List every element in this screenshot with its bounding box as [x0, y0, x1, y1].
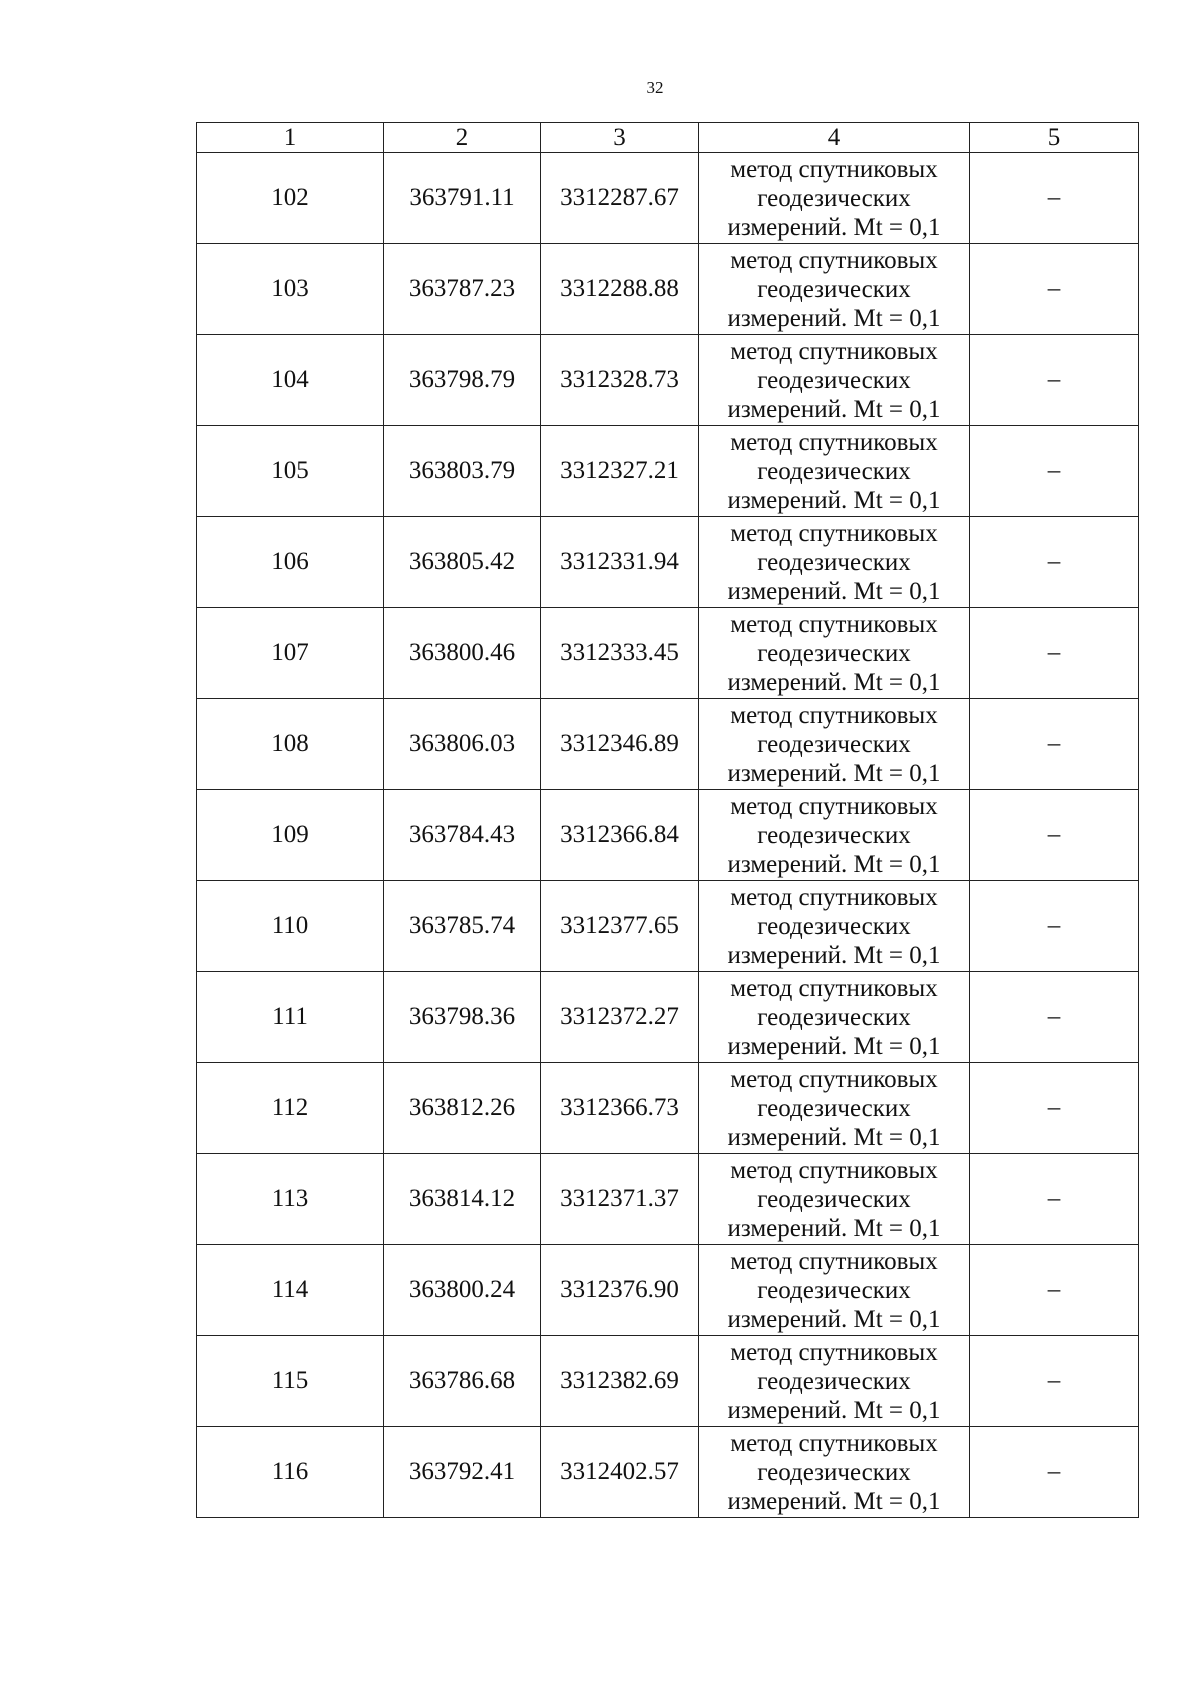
table-row [197, 972, 1139, 1063]
method-line: измерений. Mt = 0,1 [727, 304, 941, 332]
point-number-cell: 102 [197, 153, 384, 244]
table-row [197, 1154, 1139, 1245]
method-cell [699, 517, 970, 608]
x-coordinate-cell: 363800.46 [384, 608, 541, 699]
method-cell [699, 972, 970, 1063]
x-coordinate-cell: 363786.68 [384, 1336, 541, 1427]
table-row [197, 517, 1139, 608]
method-line: геодезических [757, 1185, 911, 1213]
method-cell [699, 153, 970, 244]
method-line: геодезических [757, 1094, 911, 1122]
method-line: геодезических [757, 912, 911, 940]
method-line: измерений. Mt = 0,1 [727, 759, 941, 787]
method-line: геодезических [757, 275, 911, 303]
method-cell [699, 1427, 970, 1518]
method-line: метод спутниковых [730, 1247, 938, 1275]
y-coordinate-cell: 3312366.84 [541, 790, 699, 881]
method-cell [699, 1245, 970, 1336]
method-line: метод спутниковых [730, 519, 938, 547]
method-line: геодезических [757, 1276, 911, 1304]
method-line: метод спутниковых [730, 1065, 938, 1093]
x-coordinate-cell: 363814.12 [384, 1154, 541, 1245]
point-number-cell: 109 [197, 790, 384, 881]
table-body [197, 153, 1139, 1518]
point-number-cell: 111 [197, 972, 384, 1063]
y-coordinate-cell: 3312371.37 [541, 1154, 699, 1245]
table-row [197, 244, 1139, 335]
note-cell: – [970, 881, 1139, 972]
method-cell [699, 790, 970, 881]
method-line: метод спутниковых [730, 246, 938, 274]
point-number-cell: 113 [197, 1154, 384, 1245]
table-row [197, 790, 1139, 881]
method-line: измерений. Mt = 0,1 [727, 1032, 941, 1060]
point-number-cell: 106 [197, 517, 384, 608]
point-number-cell: 115 [197, 1336, 384, 1427]
method-line: метод спутниковых [730, 792, 938, 820]
table-row [197, 1063, 1139, 1154]
x-coordinate-cell: 363806.03 [384, 699, 541, 790]
table-row [197, 426, 1139, 517]
x-coordinate-cell: 363800.24 [384, 1245, 541, 1336]
method-line: измерений. Mt = 0,1 [727, 213, 941, 241]
table-row [197, 1245, 1139, 1336]
page-number: 32 [646, 78, 664, 97]
note-cell: – [970, 1245, 1139, 1336]
note-cell: – [970, 699, 1139, 790]
point-number-cell: 116 [197, 1427, 384, 1518]
x-coordinate-cell: 363805.42 [384, 517, 541, 608]
y-coordinate-cell: 3312327.21 [541, 426, 699, 517]
point-number-cell: 104 [197, 335, 384, 426]
method-line: измерений. Mt = 0,1 [727, 1123, 941, 1151]
method-line: метод спутниковых [730, 1156, 938, 1184]
x-coordinate-cell: 363791.11 [384, 153, 541, 244]
method-cell [699, 1063, 970, 1154]
note-cell: – [970, 1063, 1139, 1154]
method-line: измерений. Mt = 0,1 [727, 850, 941, 878]
y-coordinate-cell: 3312328.73 [541, 335, 699, 426]
method-line: метод спутниковых [730, 428, 938, 456]
x-coordinate-cell: 363785.74 [384, 881, 541, 972]
y-coordinate-cell: 3312287.67 [541, 153, 699, 244]
method-line: метод спутниковых [730, 1338, 938, 1366]
table-row [197, 153, 1139, 244]
method-line: измерений. Mt = 0,1 [727, 1396, 941, 1424]
table-row [197, 1336, 1139, 1427]
y-coordinate-cell: 3312346.89 [541, 699, 699, 790]
method-line: метод спутниковых [730, 155, 938, 183]
method-line: геодезических [757, 1367, 911, 1395]
method-cell [699, 426, 970, 517]
x-coordinate-cell: 363798.79 [384, 335, 541, 426]
method-line: измерений. Mt = 0,1 [727, 1487, 941, 1515]
method-line: метод спутниковых [730, 701, 938, 729]
column-header-5: 5 [970, 123, 1139, 153]
point-number-cell: 112 [197, 1063, 384, 1154]
x-coordinate-cell: 363784.43 [384, 790, 541, 881]
method-cell [699, 1154, 970, 1245]
note-cell: – [970, 1336, 1139, 1427]
table-row [197, 881, 1139, 972]
method-line: измерений. Mt = 0,1 [727, 668, 941, 696]
point-number-cell: 110 [197, 881, 384, 972]
note-cell: – [970, 153, 1139, 244]
method-cell [699, 244, 970, 335]
method-cell [699, 608, 970, 699]
method-line: метод спутниковых [730, 610, 938, 638]
table-header-row [197, 123, 1139, 153]
method-line: измерений. Mt = 0,1 [727, 1305, 941, 1333]
method-line: метод спутниковых [730, 337, 938, 365]
note-cell: – [970, 517, 1139, 608]
x-coordinate-cell: 363792.41 [384, 1427, 541, 1518]
note-cell: – [970, 1427, 1139, 1518]
point-number-cell: 107 [197, 608, 384, 699]
y-coordinate-cell: 3312377.65 [541, 881, 699, 972]
method-line: измерений. Mt = 0,1 [727, 941, 941, 969]
note-cell: – [970, 790, 1139, 881]
y-coordinate-cell: 3312372.27 [541, 972, 699, 1063]
method-line: метод спутниковых [730, 1429, 938, 1457]
table-row [197, 335, 1139, 426]
method-line: геодезических [757, 1458, 911, 1486]
method-line: геодезических [757, 639, 911, 667]
x-coordinate-cell: 363787.23 [384, 244, 541, 335]
method-line: геодезических [757, 457, 911, 485]
y-coordinate-cell: 3312376.90 [541, 1245, 699, 1336]
method-line: измерений. Mt = 0,1 [727, 395, 941, 423]
note-cell: – [970, 972, 1139, 1063]
column-header-2: 2 [384, 123, 541, 153]
x-coordinate-cell: 363812.26 [384, 1063, 541, 1154]
table-row [197, 699, 1139, 790]
x-coordinate-cell: 363803.79 [384, 426, 541, 517]
y-coordinate-cell: 3312333.45 [541, 608, 699, 699]
method-line: измерений. Mt = 0,1 [727, 1214, 941, 1242]
point-number-cell: 105 [197, 426, 384, 517]
column-header-3: 3 [541, 123, 699, 153]
method-line: геодезических [757, 548, 911, 576]
table-row [197, 608, 1139, 699]
note-cell: – [970, 608, 1139, 699]
method-line: геодезических [757, 184, 911, 212]
y-coordinate-cell: 3312402.57 [541, 1427, 699, 1518]
method-cell [699, 699, 970, 790]
point-number-cell: 108 [197, 699, 384, 790]
y-coordinate-cell: 3312288.88 [541, 244, 699, 335]
method-line: метод спутниковых [730, 974, 938, 1002]
method-cell [699, 335, 970, 426]
y-coordinate-cell: 3312366.73 [541, 1063, 699, 1154]
x-coordinate-cell: 363798.36 [384, 972, 541, 1063]
method-line: геодезических [757, 730, 911, 758]
method-line: геодезических [757, 1003, 911, 1031]
note-cell: – [970, 426, 1139, 517]
column-header-4: 4 [699, 123, 970, 153]
note-cell: – [970, 1154, 1139, 1245]
note-cell: – [970, 335, 1139, 426]
method-line: геодезических [757, 821, 911, 849]
method-cell [699, 881, 970, 972]
note-cell: – [970, 244, 1139, 335]
method-line: измерений. Mt = 0,1 [727, 577, 941, 605]
method-line: метод спутниковых [730, 883, 938, 911]
method-cell [699, 1336, 970, 1427]
y-coordinate-cell: 3312382.69 [541, 1336, 699, 1427]
point-number-cell: 114 [197, 1245, 384, 1336]
y-coordinate-cell: 3312331.94 [541, 517, 699, 608]
table-row [197, 1427, 1139, 1518]
coordinates-table [196, 122, 1139, 1518]
method-line: геодезических [757, 366, 911, 394]
point-number-cell: 103 [197, 244, 384, 335]
method-line: измерений. Mt = 0,1 [727, 486, 941, 514]
column-header-1: 1 [197, 123, 384, 153]
